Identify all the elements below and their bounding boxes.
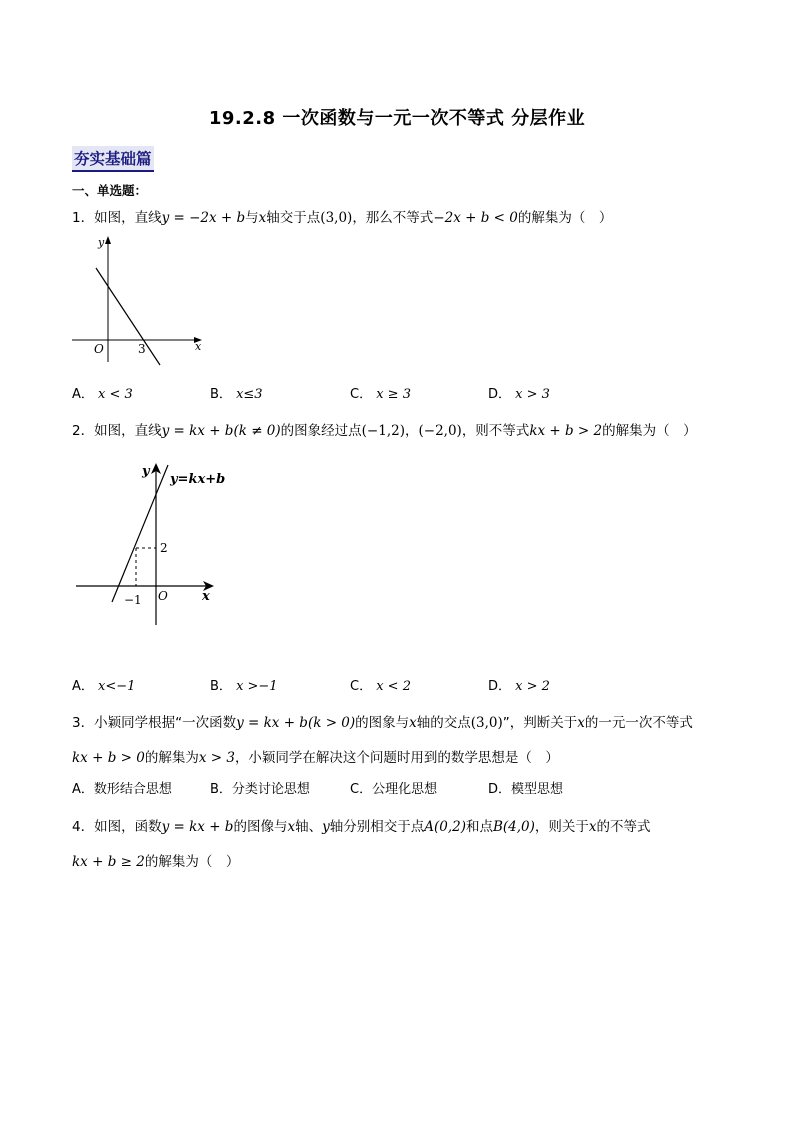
q1-option-d[interactable]: D． x > 3 (488, 387, 550, 402)
q3-option-b[interactable]: B．分类讨论思想 (210, 782, 310, 797)
question-4-text-line-1: 4．如图，函数y = kx + b的图像与x轴、y轴分别相交于点A(0,2)和点B(4,0)，则关于x的不等式 (72, 819, 651, 835)
y-axis-arrow (105, 236, 111, 244)
line-label: y=kx+b (170, 472, 226, 487)
question-1-text: 1．如图，直线y = −2x + b与x轴交于点(3,0)，那么不等式−2x + b < 0的解集为（ ） (72, 210, 613, 226)
x-label: x (195, 340, 202, 353)
tick-label-neg1: −1 (124, 593, 142, 607)
q1-option-c[interactable]: C． x ≥ 3 (350, 387, 411, 402)
q2-option-b[interactable]: B． x >−1 (210, 679, 278, 694)
question-2-graph (72, 455, 242, 635)
line-graph (96, 268, 160, 365)
q2-option-d[interactable]: D． x > 2 (488, 679, 550, 694)
q1-option-a[interactable]: A． x < 3 (72, 387, 133, 402)
q1-option-b[interactable]: B． x≤3 (210, 387, 263, 402)
q2-option-c[interactable]: C． x < 2 (350, 679, 411, 694)
tick-label-3: 3 (138, 342, 146, 356)
origin-label: O (94, 342, 104, 356)
y-label: y (98, 236, 105, 249)
question-1-graph (68, 230, 218, 370)
q3-option-c[interactable]: C．公理化思想 (350, 782, 438, 797)
origin-label: O (158, 589, 168, 603)
question-4-text-line-2: kx + b ≥ 2的解集为（ ） (72, 854, 240, 870)
question-2-text: 2．如图，直线y = kx + b(k ≠ 0)的图象经过点(−1,2)，(−2,0)，则不等式kx + b > 2的解集为（ ） (72, 423, 697, 439)
question-3-text-line-2: kx + b > 0的解集为x > 3，小颖同学在解决这个问题时用到的数学思想是（ ） (72, 750, 559, 766)
y-label: y (142, 464, 150, 479)
question-3-text-line-1: 3．小颖同学根据“一次函数y = kx + b(k > 0)的图象与x轴的交点(3,0)”，判断关于x的一元一次不等式 (72, 715, 693, 731)
section-heading: 夯实基础篇 (72, 146, 154, 172)
subsection-heading: 一、单选题： (72, 183, 148, 198)
q3-option-d[interactable]: D．模型思想 (488, 782, 564, 797)
q2-option-a[interactable]: A． x<−1 (72, 679, 136, 694)
line-graph (112, 465, 168, 602)
x-label: x (202, 589, 210, 604)
q3-option-a[interactable]: A．数形结合思想 (72, 782, 172, 797)
page-title: 19.2.8 一次函数与一元一次不等式 分层作业 (208, 108, 586, 129)
tick-label-2: 2 (160, 541, 168, 555)
